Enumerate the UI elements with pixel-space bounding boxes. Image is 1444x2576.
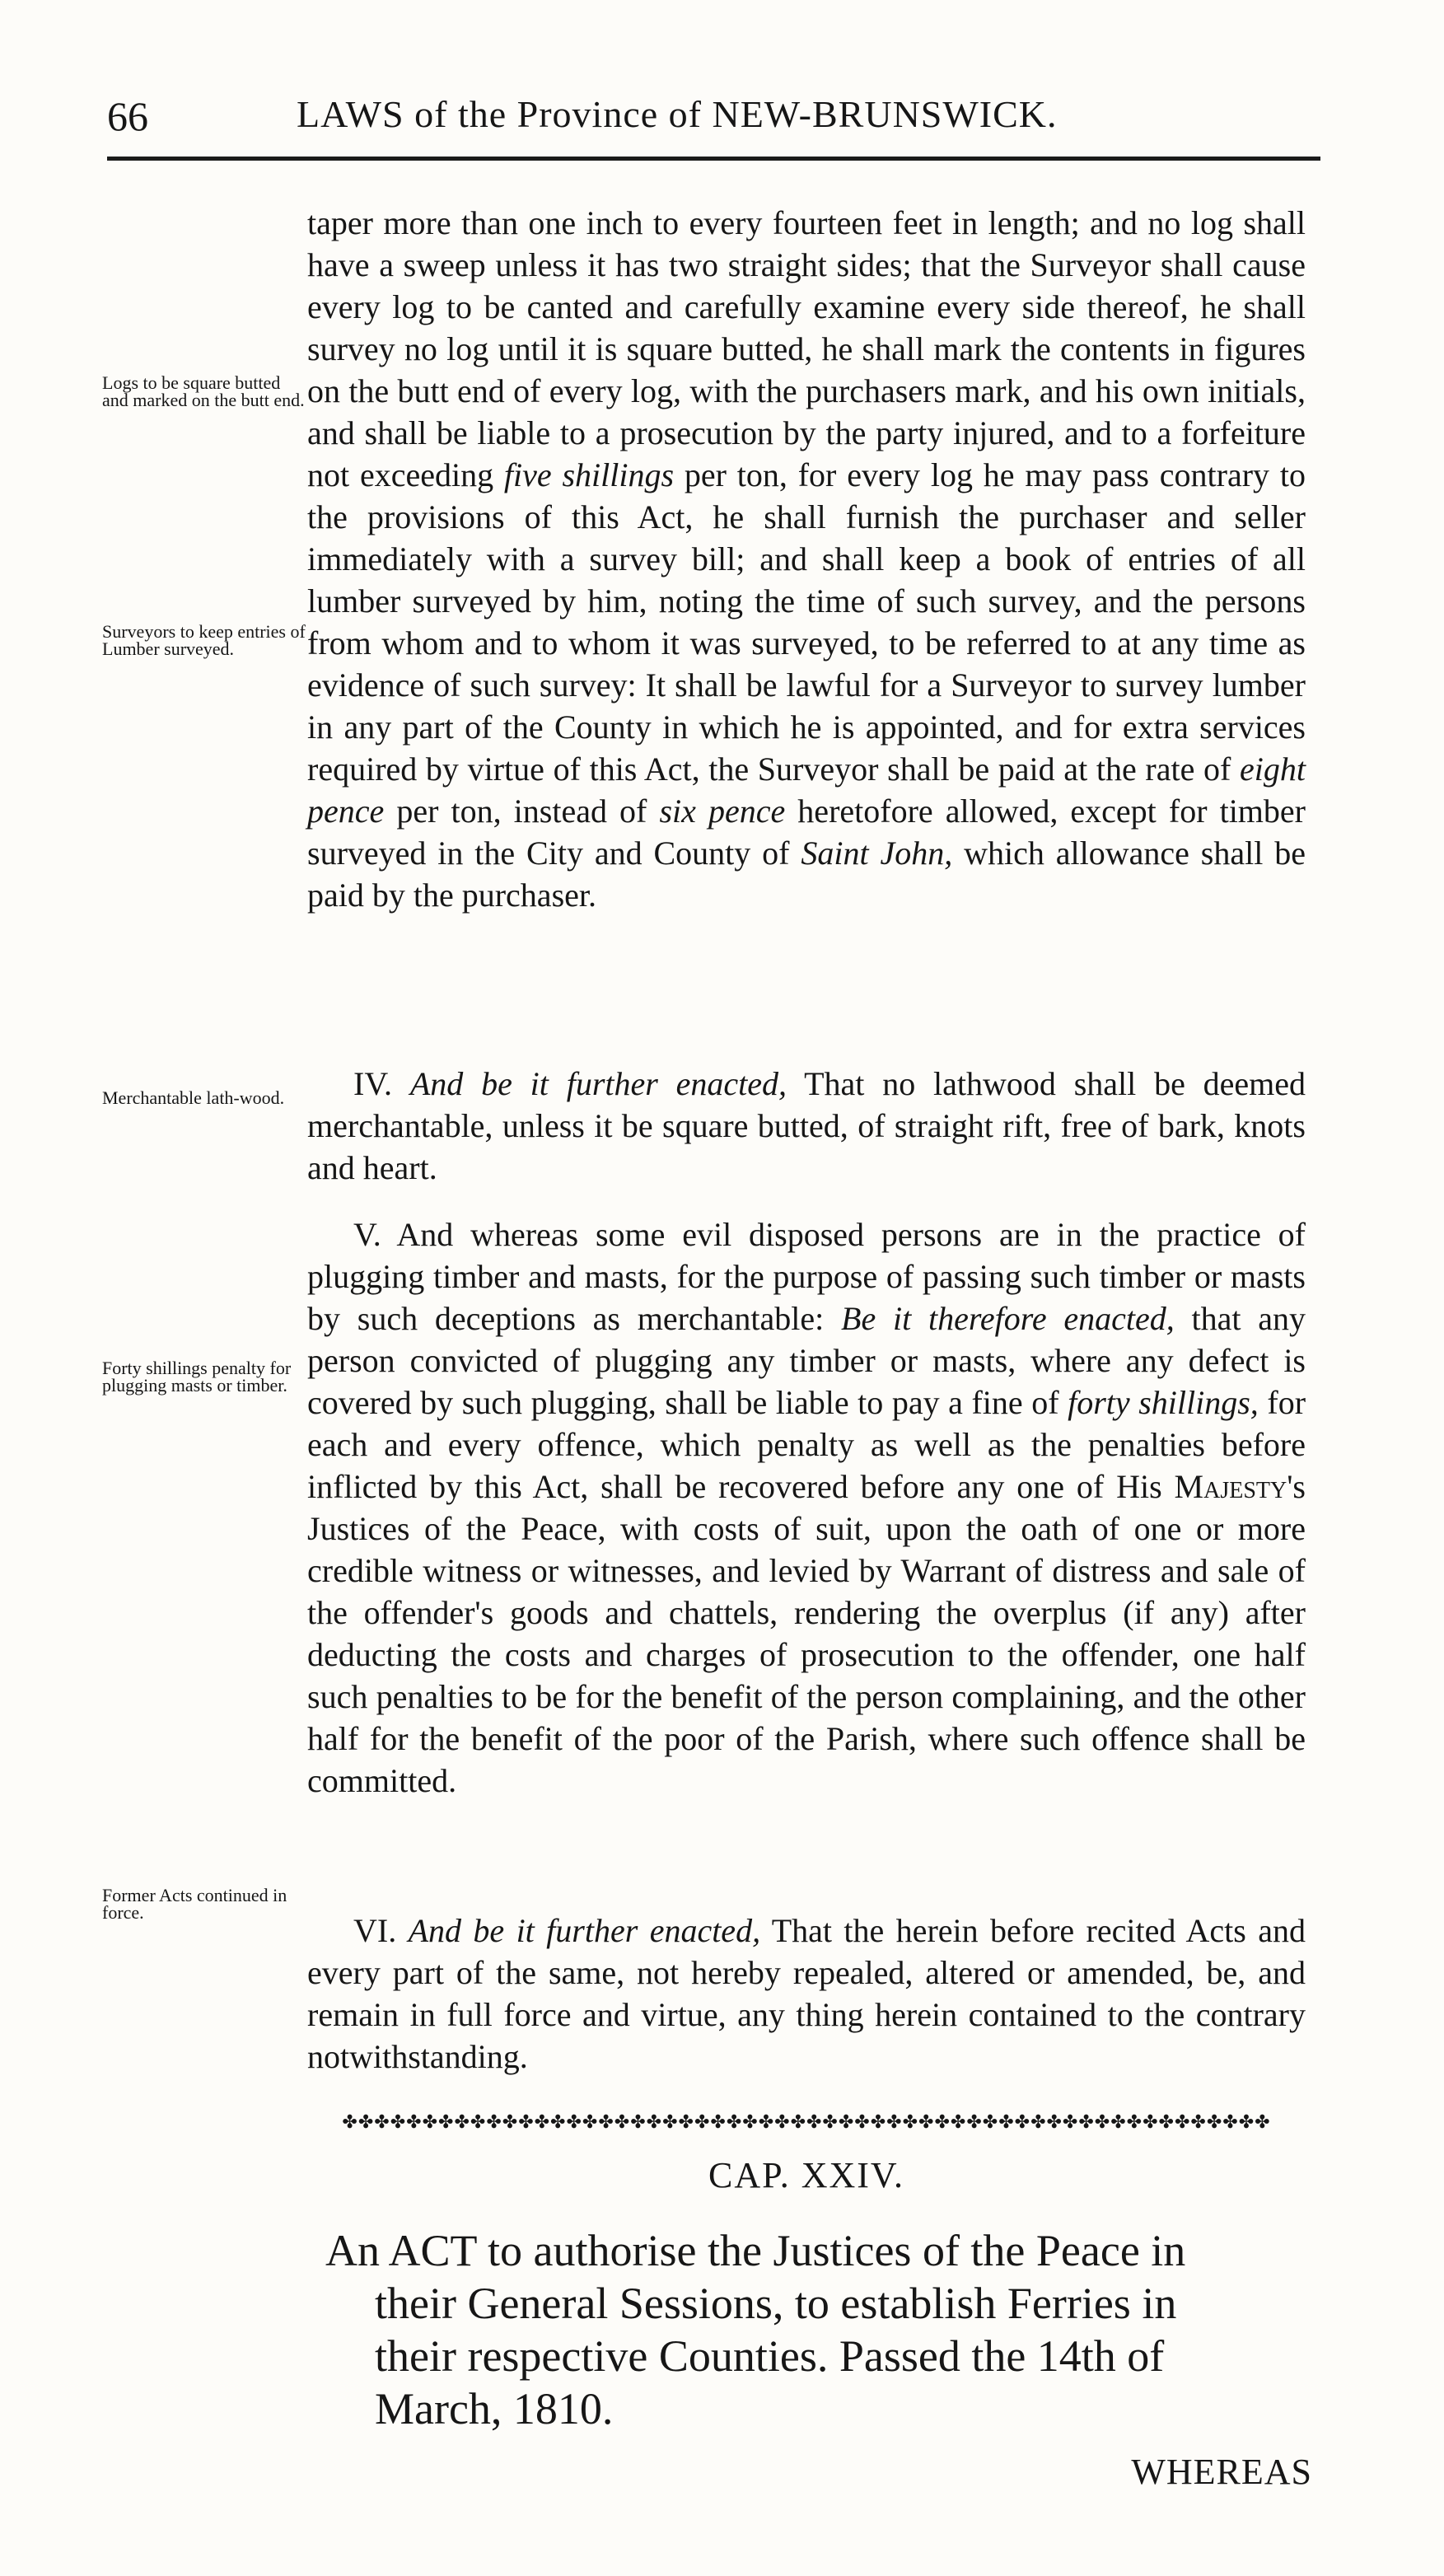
section-v: [307, 1213, 1306, 1802]
header-rule: [107, 157, 1320, 161]
margin-note-former-acts: Former Acts continued in force.: [102, 1885, 287, 1923]
act-title-line-4: March, 1810.: [375, 2384, 614, 2433]
catchword: WHEREAS: [1131, 2452, 1312, 2492]
paragraph-vi: VI. And be it further enacted, That the herein before recited Acts and every part of the same, not hereby repealed, altered or amended, be, and remain in full force and virtue, any thing herein contained to the contrary notwithstanding.: [307, 1912, 1306, 2075]
running-head: LAWS of the Province of NEW-BRUNSWICK.: [297, 93, 1058, 135]
act-title-line-1: An ACT to authorise the Justices of the Peace in: [325, 2226, 1186, 2275]
act-title-line-2: their General Sessions, to establish Ferries in: [375, 2279, 1177, 2328]
section-vi: [307, 1910, 1306, 2078]
page-number: 66: [107, 93, 148, 139]
section-continuation: [307, 202, 1306, 916]
section-iv: [307, 1063, 1306, 1189]
chapter-number: CAP. XXIV.: [708, 2155, 905, 2195]
margin-note-surveyors: Surveyors to keep entries of Lumber surveyed.: [102, 621, 306, 659]
act-title: [325, 2224, 1314, 2435]
paragraph-v: V. And whereas some evil disposed persons are in the practice of plugging timber and masts, for the purpose of passing such timber or masts by such deceptions as merchantable: Be it therefore enacted, that any person convicted of plugging any timber or masts, where any defect is covered by such plugging, shall be liable to pay a fine of forty shillings, for each and every offence, which penalty as well as the penalties before inflicted by this Act, shall be recovered before any one of His Majesty's Justices of the Peace, with costs of suit, upon the oath of one or more credible witness or witnesses, and levied by Warrant of distress and sale of the offender's goods and chattels, rendering the overplus (if any) after deducting the costs and charges of prosecution to the offender, one half such penalties to be for the benefit of the person complaining, and the other half for the benefit of the poor of the Parish, where such offence shall be committed.: [307, 1216, 1306, 1799]
paragraph-continuation: taper more than one inch to every fourteen feet in length; and no log shall have a sweep unless it has two straight sides; that the Surveyor shall cause every log to be canted and carefully examine every side thereof, he shall survey no log until it is square butted, he shall mark the contents in figures on the butt end of every log, with the purchasers mark, and his own initials, and shall be liable to a prosecution by the party injured, and to a forfeiture not exceeding five shillings per ton, for every log he may pass contrary to the provisions of this Act, he shall furnish the purchaser and seller immediately with a survey bill; and shall keep a book of entries of all lumber surveyed by him, noting the time of such survey, and the persons from whom and to whom it was surveyed, to be referred to at any time as evidence of such survey: It shall be lawful for a Surveyor to survey lumber in any part of the County in which he is appointed, and for extra services required by virtue of this Act, the Surveyor shall be paid at the rate of eight pence per ton, instead of six pence heretofore allowed, except for timber surveyed in the City and County of Saint John, which allowance shall be paid by the purchaser.: [307, 204, 1306, 914]
margin-note-lathwood: Merchantable lath-wood.: [102, 1087, 285, 1108]
margin-note-logs: Logs to be square butted and marked on the butt end.: [102, 372, 305, 410]
margin-note-plugging: Forty shillings penalty for plugging masts or timber.: [102, 1358, 292, 1396]
act-title-line-3: their respective Counties. Passed the 14th of: [375, 2331, 1165, 2381]
paragraph-iv: IV. And be it further enacted, That no lathwood shall be deemed merchantable, unless it be square butted, of straight rift, free of bark, knots and heart.: [307, 1065, 1306, 1186]
ornament-divider: ✤✤✤✤✤✤✤✤✤✤✤✤✤✤✤✤✤✤✤✤✤✤✤✤✤✤✤✤✤✤✤✤✤✤✤✤✤✤✤✤✤✤✤✤✤✤✤✤✤✤✤✤✤✤✤✤✤✤: [342, 2111, 1271, 2132]
